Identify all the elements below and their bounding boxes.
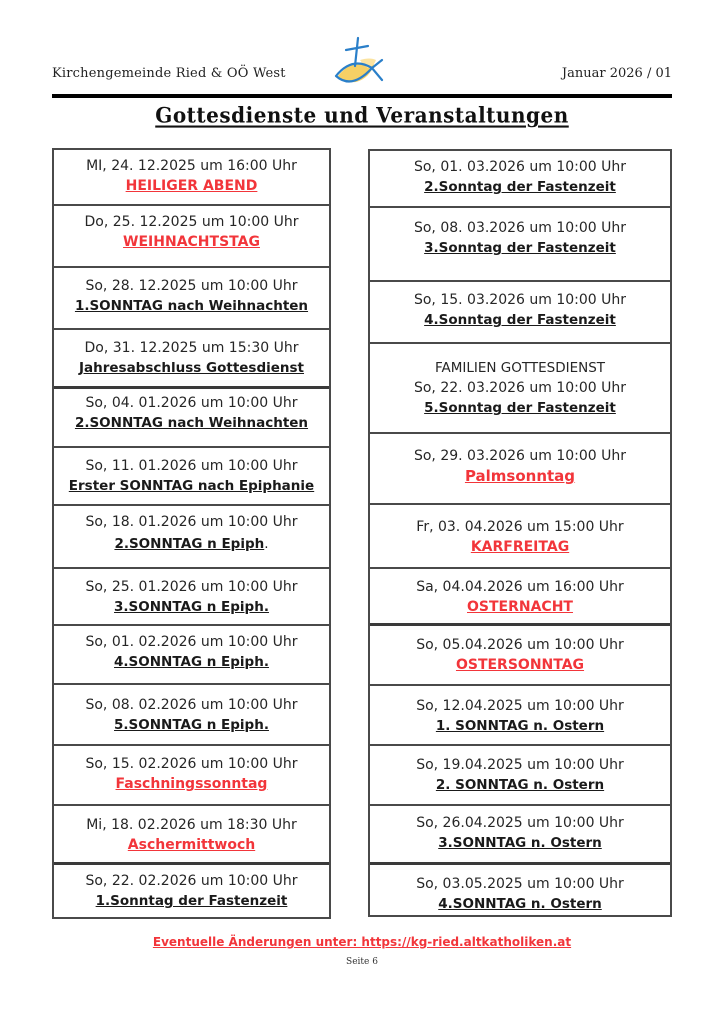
event-name: Jahresabschluss Gottesdienst bbox=[78, 360, 305, 376]
event-cell bbox=[370, 436, 670, 505]
event-cell bbox=[54, 208, 329, 268]
event-datetime: So, 08. 03.2026 um 10:00 Uhr bbox=[413, 220, 627, 236]
event-name: 2.SONNTAG n Epiph bbox=[114, 536, 265, 552]
event-name-suffix: . bbox=[264, 536, 269, 552]
event-datetime: So, 22. 02.2026 um 10:00 Uhr bbox=[85, 873, 298, 889]
event-name: 3.SONNTAG n Epiph. bbox=[114, 599, 269, 615]
event-datetime: Do, 31. 12.2025 um 15:30 Uhr bbox=[84, 340, 299, 356]
event-name: 3.Sonntag der Fastenzeit bbox=[424, 240, 616, 256]
event-prefix: FAMILIEN GOTTESDIENST bbox=[434, 360, 606, 376]
event-datetime: So, 15. 02.2026 um 10:00 Uhr bbox=[85, 756, 298, 772]
event-name: 2.SONNTAG nach Weihnachten bbox=[74, 415, 309, 431]
event-datetime: Fr, 03. 04.2026 um 15:00 Uhr bbox=[416, 519, 624, 535]
event-cell bbox=[370, 151, 670, 208]
event-datetime: So, 22. 03.2026 um 10:00 Uhr bbox=[413, 380, 627, 396]
event-cell bbox=[54, 270, 329, 330]
event-cell bbox=[370, 346, 670, 434]
schedule-column-left bbox=[52, 148, 331, 919]
event-datetime: So, 19.04.2025 um 10:00 Uhr bbox=[416, 757, 624, 773]
event-datetime: So, 28. 12.2025 um 10:00 Uhr bbox=[85, 278, 298, 294]
event-datetime: Mi, 18. 02.2026 um 18:30 Uhr bbox=[86, 817, 297, 833]
event-cell bbox=[370, 507, 670, 569]
event-name: 2. SONNTAG n. Ostern bbox=[435, 777, 605, 793]
event-cell bbox=[54, 748, 329, 806]
event-cell bbox=[370, 571, 670, 626]
event-name: Palmsonntag bbox=[464, 467, 576, 485]
event-cell bbox=[54, 571, 329, 626]
event-name: 3.SONNTAG n. Ostern bbox=[438, 835, 602, 851]
event-datetime: So, 25. 01.2026 um 10:00 Uhr bbox=[85, 579, 298, 595]
changes-link[interactable]: Eventuelle Änderungen unter: https://kg-ried.altkatholiken.at bbox=[152, 935, 572, 949]
event-datetime: So, 08. 02.2026 um 10:00 Uhr bbox=[85, 697, 298, 713]
event-datetime: So, 12.04.2025 um 10:00 Uhr bbox=[416, 698, 624, 714]
event-cell bbox=[54, 391, 329, 448]
event-name: 1.SONNTAG nach Weihnachten bbox=[74, 298, 309, 314]
event-cell bbox=[370, 867, 670, 915]
event-datetime: So, 18. 01.2026 um 10:00 Uhr bbox=[85, 514, 298, 530]
event-datetime: So, 05.04.2026 um 10:00 Uhr bbox=[416, 637, 624, 653]
event-datetime: So, 11. 01.2026 um 10:00 Uhr bbox=[85, 458, 298, 474]
event-cell bbox=[370, 748, 670, 806]
event-name: 5.Sonntag der Fastenzeit bbox=[424, 400, 616, 416]
event-name: 4.SONNTAG n. Ostern bbox=[438, 896, 602, 912]
event-name: Aschermittwoch bbox=[127, 837, 256, 853]
event-name: HEILIGER ABEND bbox=[125, 178, 258, 194]
event-datetime: So, 01. 03.2026 um 10:00 Uhr bbox=[413, 159, 627, 175]
schedule-column-right bbox=[368, 149, 672, 917]
event-cell bbox=[54, 332, 329, 389]
event-cell bbox=[370, 284, 670, 344]
header-issue: Januar 2026 / 01 bbox=[561, 66, 672, 81]
event-name: 2.Sonntag der Fastenzeit bbox=[424, 179, 616, 195]
event-name: 1. SONNTAG n. Ostern bbox=[435, 718, 605, 734]
event-name: OSTERSONNTAG bbox=[455, 657, 585, 673]
event-name: Faschningssonntag bbox=[115, 776, 268, 792]
event-datetime: So, 01. 02.2026 um 10:00 Uhr bbox=[85, 634, 298, 650]
event-datetime: So, 04. 01.2026 um 10:00 Uhr bbox=[85, 395, 298, 411]
event-cell bbox=[54, 867, 329, 917]
event-name: 1.Sonntag der Fastenzeit bbox=[95, 893, 288, 909]
event-name: KARFREITAG bbox=[470, 539, 570, 555]
event-datetime: So, 29. 03.2026 um 10:00 Uhr bbox=[413, 448, 627, 464]
event-name: 4.Sonntag der Fastenzeit bbox=[424, 312, 616, 328]
event-cell bbox=[370, 808, 670, 865]
page-title: Gottesdienste und Veranstaltungen bbox=[155, 102, 569, 128]
event-cell bbox=[54, 150, 329, 206]
event-name: OSTERNACHT bbox=[467, 599, 573, 615]
event-datetime: Sa, 04.04.2026 um 16:00 Uhr bbox=[416, 579, 624, 595]
event-cell bbox=[370, 210, 670, 282]
event-name: Erster SONNTAG nach Epiphanie bbox=[68, 478, 315, 494]
event-cell bbox=[54, 808, 329, 865]
event-cell bbox=[54, 450, 329, 506]
header-org-name: Kirchengemeinde Ried & OÖ West bbox=[52, 66, 286, 81]
event-datetime: So, 03.05.2025 um 10:00 Uhr bbox=[416, 876, 624, 892]
header-rule bbox=[52, 94, 672, 98]
fish-cross-logo-icon bbox=[330, 36, 390, 88]
event-datetime: So, 15. 03.2026 um 10:00 Uhr bbox=[413, 292, 627, 308]
event-name: WEIHNACHTSTAG bbox=[123, 234, 260, 250]
event-cell bbox=[54, 628, 329, 685]
event-name-wrap bbox=[114, 532, 268, 555]
event-cell bbox=[370, 628, 670, 686]
event-name: 5.SONNTAG n Epiph. bbox=[114, 717, 269, 733]
event-cell bbox=[370, 688, 670, 746]
event-cell bbox=[54, 687, 329, 746]
event-datetime: Do, 25. 12.2025 um 10:00 Uhr bbox=[84, 214, 299, 230]
event-name: 4.SONNTAG n Epiph. bbox=[114, 654, 269, 670]
event-cell bbox=[54, 508, 329, 569]
event-datetime: MI, 24. 12.2025 um 16:00 Uhr bbox=[86, 158, 297, 174]
event-datetime: So, 26.04.2025 um 10:00 Uhr bbox=[416, 815, 624, 831]
page-number: Seite 6 bbox=[346, 957, 378, 967]
